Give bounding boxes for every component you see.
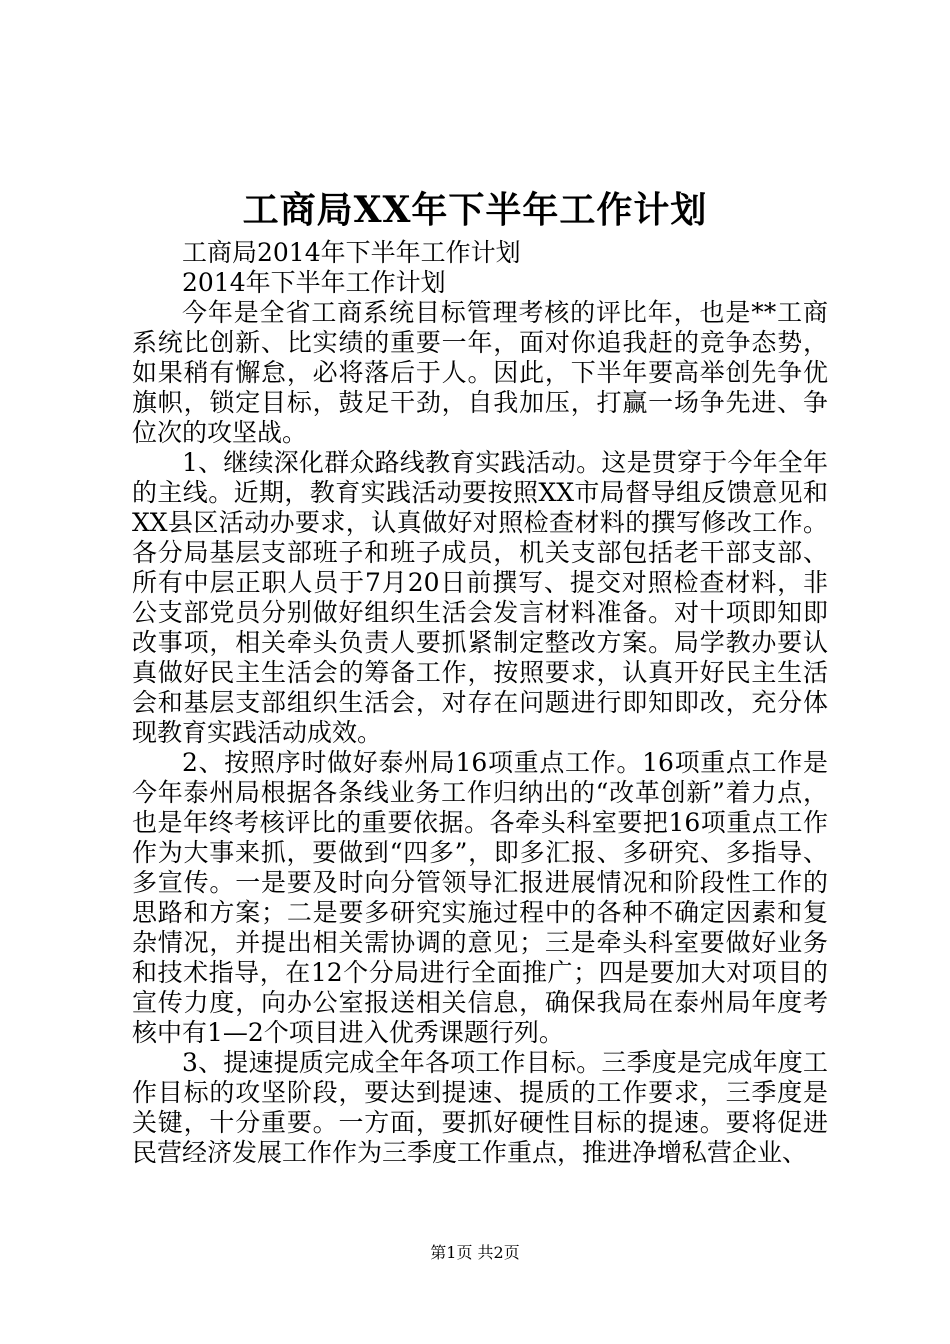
document-body <box>132 238 828 1168</box>
paragraph: 今年是全省工商系统目标管理考核的评比年，也是**工商系统比创新、比实绩的重要一年，面对你追我赶的竞争态势，如果稍有懈怠，必将落后于人。因此，下半年要高举创先争优旗帜，锁定目标，鼓足干劲，自我加压，打赢一场争先进、争位次的攻坚战。 <box>132 298 828 447</box>
paragraph: 2014年下半年工作计划 <box>182 268 446 297</box>
document-title: 工商局XX年下半年工作计划 <box>242 189 708 231</box>
paragraph: 1、继续深化群众路线教育实践活动。这是贯穿于今年全年的主线。近期，教育实践活动要按照XX市局督导组反馈意见和XX县区活动办要求，认真做好对照检查材料的撰写修改工作。各分局基层支部班子和班子成员，机关支部包括老干部支部、所有中层正职人员于7月20日前撰写、提交对照检查材料，非公支部党员分别做好组织生活会发言材料准备。对十项即知即改事项，相关牵头负责人要抓紧制定整改方案。局学教办要认真做好民主生活会的筹备工作，按照要求，认真开好民主生活会和基层支部组织生活会，对存在问题进行即知即改，充分体现教育实践活动成效。 <box>132 448 828 747</box>
paragraph: 2、按照序时做好泰州局16项重点工作。16项重点工作是今年泰州局根据各条线业务工作归纳出的“改革创新”着力点，也是年终考核评比的重要依据。各牵头科室要把16项重点工作作为大事来抓，要做到“四多”，即多汇报、多研究、多指导、多宣传。一是要及时向分管领导汇报进展情况和阶段性工作的思路和方案；二是要多研究实施过程中的各种不确定因素和复杂情况，并提出相关需协调的意见；三是牵头科室要做好业务和技术指导，在12个分局进行全面推广；四是要加大对项目的宣传力度，向办公室报送相关信息，确保我局在泰州局年度考核中有1—2个项目进入优秀课题行列。 <box>132 748 828 1047</box>
paragraph: 工商局2014年下半年工作计划 <box>182 238 521 267</box>
paragraph: 3、提速提质完成全年各项工作目标。三季度是完成年度工作目标的攻坚阶段，要达到提速、提质的工作要求，三季度是关键，十分重要。一方面，要抓好硬性目标的提速。要将促进民营经济发展工作作为三季度工作重点，推进净增私营企业、 <box>132 1048 828 1167</box>
page-number-footer: 第1页 共2页 <box>430 1243 520 1262</box>
